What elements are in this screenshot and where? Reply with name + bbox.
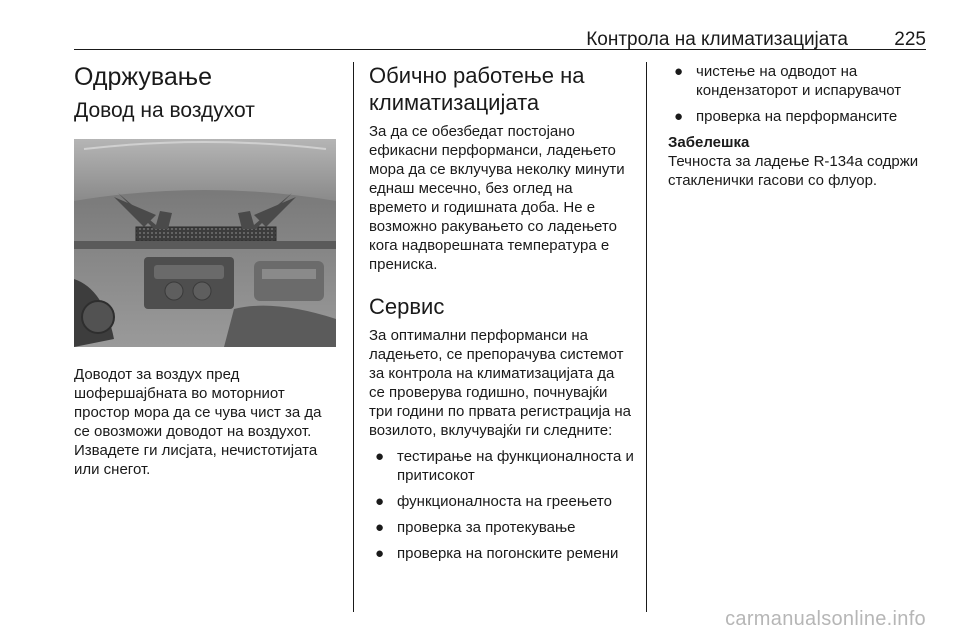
running-title: Контрола на климатизацијата bbox=[586, 29, 848, 50]
bullet-icon: ● bbox=[674, 63, 684, 80]
bullet-icon: ● bbox=[674, 108, 684, 125]
operation-body: За да се обезбедат постојано ефикасни перформанси, ладењето мора да се вклучува неколку минути еднаш месечно, без оглед на времето и годишната доба. Не е возможно ракувањето со ладењето кога надворешната температура е прениска. bbox=[369, 123, 625, 273]
operation-heading: Обично работење на климатизацијата bbox=[369, 63, 585, 115]
page-number: 225 bbox=[894, 29, 926, 50]
bullet-icon: ● bbox=[375, 545, 385, 562]
bullet-icon: ● bbox=[375, 493, 385, 510]
service-body: За оптимални перформанси на ладењето, се препорачува системот за контрола на климатизацијата да се проверува годишно, почнувајќи три години по првата регистрација на возилото, вклучувајќи ги следните: bbox=[369, 327, 632, 439]
list-item: ● проверка на перформансите bbox=[674, 108, 898, 125]
list-item: ● проверка за протекување bbox=[375, 519, 576, 536]
service-checklist-continued bbox=[668, 62, 930, 126]
column-divider-right bbox=[646, 62, 647, 612]
list-item: ● чистење на одводот на кондензаторот и испарувачот bbox=[674, 63, 902, 99]
running-head bbox=[74, 26, 926, 60]
image-caption: Доводот за воздух пред шофершајбната во моторниот простор мора да се чува чист за да се овозможи доводот на воздухот. Извадете ги лисјата, нечистотијата или снегот. bbox=[74, 366, 322, 478]
left-column bbox=[74, 62, 340, 479]
column-divider-left bbox=[353, 62, 354, 612]
list-item: ● проверка на погонските ремени bbox=[375, 545, 619, 562]
middle-column bbox=[369, 62, 634, 563]
right-column bbox=[668, 62, 930, 190]
service-checklist bbox=[369, 447, 634, 563]
bullet-icon: ● bbox=[375, 519, 385, 536]
subsection-heading: Довод на воздухот bbox=[74, 99, 255, 122]
note-label: Забелешка bbox=[668, 134, 750, 151]
watermark: carmanualsonline.info bbox=[725, 608, 926, 630]
bullet-icon: ● bbox=[375, 448, 385, 465]
note-text: Течноста за ладење R-134a содржи стакленички гасови со флуор. bbox=[668, 153, 919, 189]
engine-bay-photo bbox=[74, 139, 336, 347]
service-heading: Сервис bbox=[369, 294, 445, 319]
section-heading: Одржување bbox=[74, 63, 213, 91]
header-rule bbox=[74, 49, 926, 50]
list-item: ● тестирање на функционалноста и притисокот bbox=[375, 448, 634, 484]
list-item: ● функционалноста на греењето bbox=[375, 493, 612, 510]
